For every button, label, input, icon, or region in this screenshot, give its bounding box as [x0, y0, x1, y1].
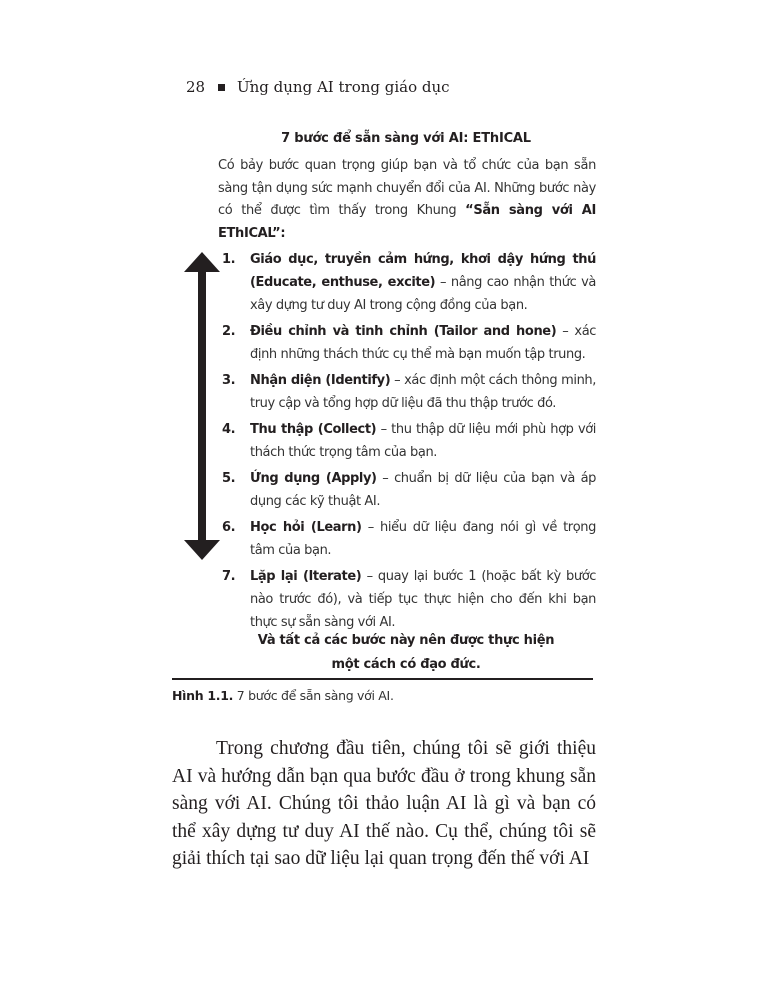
intro-text: Có bảy bước quan trọng giúp bạn và tổ chức của bạn sẵn sàng tận dụng sức mạnh chuyển đổi của AI. Những bước này có thể được tìm thấy trong Khung: [218, 158, 596, 218]
step-description: – hiểu dữ liệu đang nói gì về trọng tâm của bạn.: [250, 520, 596, 558]
step-title: Thu thập (Collect): [250, 422, 377, 437]
step-number: 1.: [222, 252, 236, 267]
closing-line-2: một cách có đạo đức.: [331, 657, 481, 672]
step-item: [222, 320, 596, 366]
step-item: [222, 369, 596, 415]
step-item: [222, 565, 596, 634]
body-paragraph: [172, 735, 596, 873]
caption-label: Hình 1.1.: [172, 688, 234, 703]
step-number: 3.: [222, 373, 236, 388]
steps-list: [222, 248, 596, 637]
step-description: – quay lại bước 1 (hoặc bất kỳ bước nào trước đó), và tiếp tục thực hiện cho đến khi bạn thực sự sẵn sàng với AI.: [250, 569, 596, 630]
step-number: 7.: [222, 569, 236, 584]
figure-title: 7 bước để sẵn sàng với AI: EThICAL: [281, 131, 531, 146]
step-description: – xác định một cách thông minh, truy cập và tổng hợp dữ liệu đã thu thập trước đó.: [250, 373, 596, 411]
step-description: – chuẩn bị dữ liệu của bạn và áp dụng các kỹ thuật AI.: [250, 471, 596, 509]
step-item: [222, 248, 596, 317]
step-number: 4.: [222, 422, 236, 437]
step-description: – xác định những thách thức cụ thể mà bạn muốn tập trung.: [250, 324, 597, 362]
step-number: 5.: [222, 471, 236, 486]
step-number: 2.: [222, 324, 236, 339]
step-title: Lặp lại (Iterate): [250, 569, 362, 584]
square-bullet-icon: [218, 84, 225, 91]
step-title: Điều chỉnh và tinh chỉnh (Tailor and hone): [250, 324, 557, 339]
figure-intro: [218, 155, 596, 245]
arrow-head-down: [184, 540, 220, 560]
intro-bold: “Sẵn sàng với AI EThICAL”:: [218, 203, 596, 241]
caption-text: 7 bước để sẵn sàng với AI.: [233, 688, 394, 703]
running-header: [186, 78, 450, 96]
step-description: – thu thập dữ liệu mới phù hợp với thách thức trọng tâm của bạn.: [250, 422, 597, 460]
arrow-shaft: [198, 270, 206, 542]
step-title: Học hỏi (Learn): [250, 520, 362, 535]
running-title: Ứng dụng AI trong giáo dục: [237, 78, 450, 96]
step-description: – nâng cao nhận thức và xây dựng tư duy AI trong cộng đồng của bạn.: [250, 275, 596, 313]
step-title: Giáo dục, truyền cảm hứng, khơi dậy hứng thú (Educate, enthuse, excite): [250, 252, 596, 290]
page-number: 28: [186, 78, 206, 96]
figure-caption: [172, 688, 394, 703]
step-title: Ứng dụng (Apply): [250, 471, 377, 486]
arrow-head-up: [184, 252, 220, 272]
step-number: 6.: [222, 520, 236, 535]
closing-statement: [216, 629, 596, 677]
closing-line-1: Và tất cả các bước này nên được thực hiện: [257, 633, 555, 648]
step-item: [222, 467, 596, 513]
step-title: Nhận diện (Identify): [250, 373, 391, 388]
figure-divider: [172, 678, 593, 680]
double-arrow-icon: [184, 252, 220, 560]
step-item: [222, 516, 596, 562]
body-paragraph-text: Trong chương đầu tiên, chúng tôi sẽ giới thiệu AI và hướng dẫn bạn qua bước đầu ở trong khung sẵn sàng với AI. Chúng tôi thảo luận AI là gì và bạn có thể xây dựng tư duy AI thế nào. Cụ thể, chúng tôi sẽ giải thích tại sao dữ liệu lại quan trọng đến thế với AI: [172, 738, 596, 870]
step-item: [222, 418, 596, 464]
